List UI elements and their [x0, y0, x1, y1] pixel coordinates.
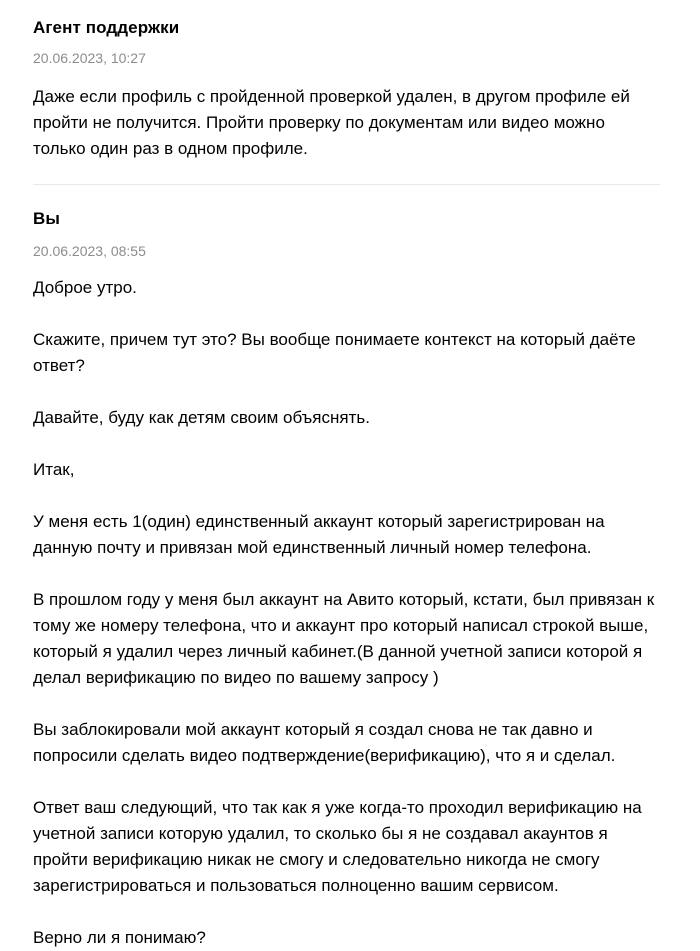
message-paragraph: В прошлом году у меня был аккаунт на Авито который, кстати, был привязан к тому же номеру телефона, что и аккаунт про который написал строкой выше, который я удалил через личный кабинет.(В данной учетной записи которой я делал верификацию по видео по вашему запросу )	[33, 590, 655, 687]
message-author: Агент поддержки	[33, 18, 180, 37]
message-support-agent	[33, 0, 660, 185]
message-paragraph: Скажите, причем тут это? Вы вообще понимаете контекст на который даёте ответ?	[33, 330, 636, 375]
message-paragraph: Доброе утро.	[33, 278, 137, 297]
message-timestamp: 20.06.2023, 08:55	[33, 243, 146, 259]
message-body	[33, 84, 660, 162]
message-author: Вы	[33, 209, 60, 228]
message-user	[33, 185, 660, 951]
message-paragraph: Итак,	[33, 460, 75, 479]
message-paragraph: Ответ ваш следующий, что так как я уже когда-то проходил верификацию на учетной записи которую удалил, то сколько бы я не создавал акаунтов я пройти верификацию никак не смогу и следовательно никогда не смогу зарегистрироваться и пользоваться полноценно вашим сервисом.	[33, 798, 642, 895]
message-paragraph: Давайте, буду как детям своим объяснять.	[33, 408, 370, 427]
message-body	[33, 275, 660, 951]
message-paragraph: У меня есть 1(один) единственный аккаунт который зарегистрирован на данную почту и привязан мой единственный личный номер телефона.	[33, 512, 605, 557]
message-paragraph: Вы заблокировали мой аккаунт который я создал снова не так давно и попросили сделать видео подтверждение(верификацию), что я и сделал.	[33, 720, 616, 765]
message-paragraph: Даже если профиль с пройденной проверкой удален, в другом профиле ей пройти не получится. Пройти проверку по документам или видео можно только один раз в одном профиле.	[33, 87, 630, 158]
message-timestamp: 20.06.2023, 10:27	[33, 50, 146, 66]
message-paragraph: Верно ли я понимаю?	[33, 928, 206, 947]
